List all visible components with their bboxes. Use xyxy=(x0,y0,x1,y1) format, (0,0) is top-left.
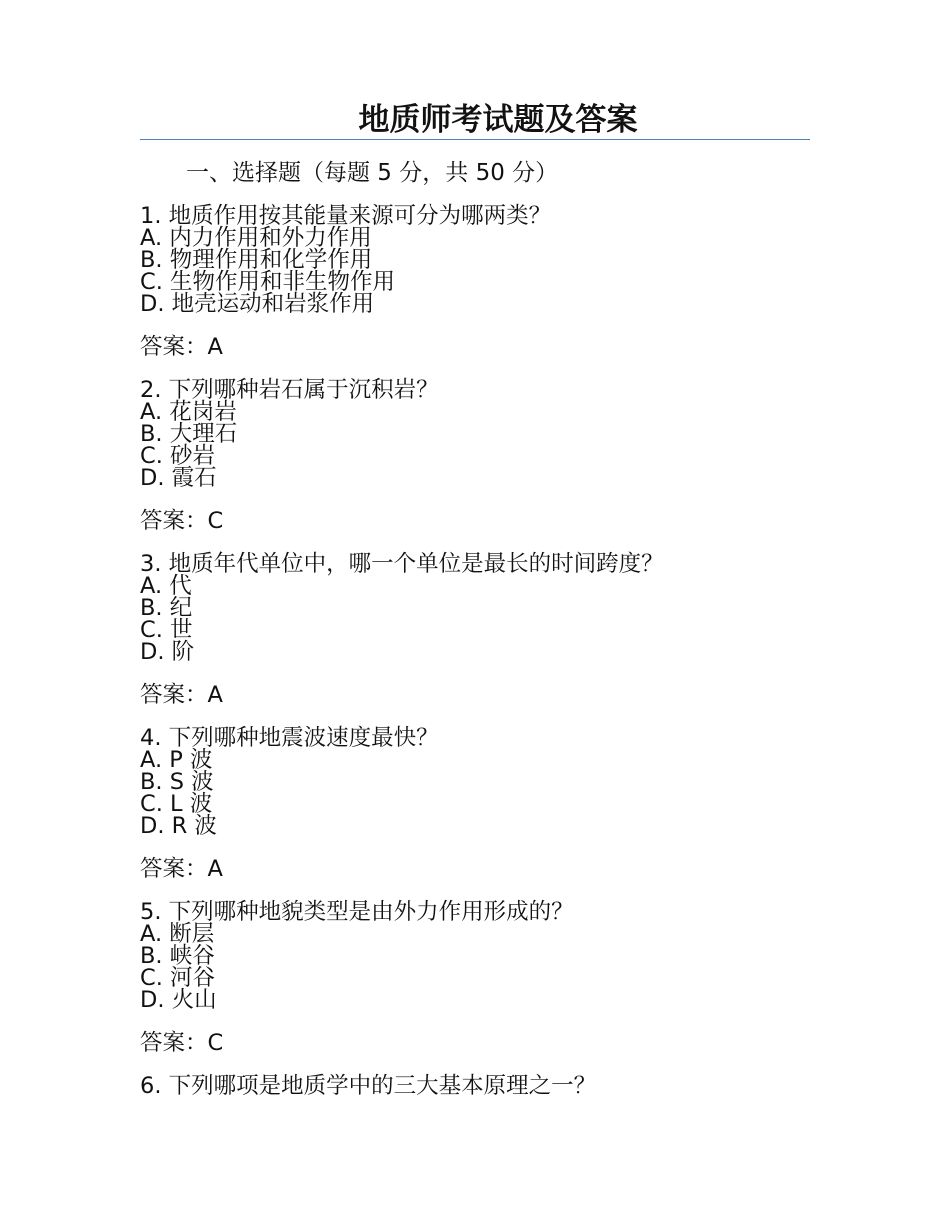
option-a: A. 花岗岩 xyxy=(140,399,237,425)
answer-4: 答案：A xyxy=(140,856,223,882)
option-a: A. 断层 xyxy=(140,921,215,947)
option-d: D. 火山 xyxy=(140,987,217,1013)
question-stem: 5. 下列哪种地貌类型是由外力作用形成的？ xyxy=(140,899,574,925)
option-b: B. 纪 xyxy=(140,595,193,621)
option-d: D. R 波 xyxy=(140,813,217,839)
answer-5: 答案：C xyxy=(140,1030,224,1056)
question-5 xyxy=(140,901,840,1011)
option-b: B. 物理作用和化学作用 xyxy=(140,247,373,273)
question-stem: 2. 下列哪种岩石属于沉积岩？ xyxy=(140,377,439,403)
option-d: D. 霞石 xyxy=(140,465,217,491)
option-c: C. 河谷 xyxy=(140,965,216,991)
answer-1: 答案：A xyxy=(140,334,223,360)
question-3 xyxy=(140,553,840,663)
question-1 xyxy=(140,205,840,315)
option-c: C. 世 xyxy=(140,617,193,643)
answer-2: 答案：C xyxy=(140,508,224,534)
option-b: B. 峡谷 xyxy=(140,943,215,969)
option-d: D. 地壳运动和岩浆作用 xyxy=(140,291,375,317)
option-d: D. 阶 xyxy=(140,639,195,665)
section-heading: 一、选择题（每题 5 分，共 50 分） xyxy=(186,160,559,186)
document-title: 地质师考试题及答案 xyxy=(358,102,638,138)
question-4 xyxy=(140,727,840,837)
option-b: B. S 波 xyxy=(140,769,214,795)
option-c: C. L 波 xyxy=(140,791,213,817)
title-underline xyxy=(140,139,810,140)
question-stem: 6. 下列哪项是地质学中的三大基本原理之一？ xyxy=(140,1073,597,1099)
option-a: A. 内力作用和外力作用 xyxy=(140,225,372,251)
option-a: A. 代 xyxy=(140,573,192,599)
question-stem: 1. 地质作用按其能量来源可分为哪两类？ xyxy=(140,203,552,229)
question-stem: 4. 下列哪种地震波速度最快？ xyxy=(140,725,439,751)
option-b: B. 大理石 xyxy=(140,421,238,447)
question-6 xyxy=(140,1075,840,1097)
question-stem: 3. 地质年代单位中，哪一个单位是最长的时间跨度？ xyxy=(140,551,664,577)
answer-3: 答案：A xyxy=(140,682,223,708)
option-a: A. P 波 xyxy=(140,747,213,773)
option-c: C. 生物作用和非生物作用 xyxy=(140,269,396,295)
question-2 xyxy=(140,379,840,489)
option-c: C. 砂岩 xyxy=(140,443,216,469)
